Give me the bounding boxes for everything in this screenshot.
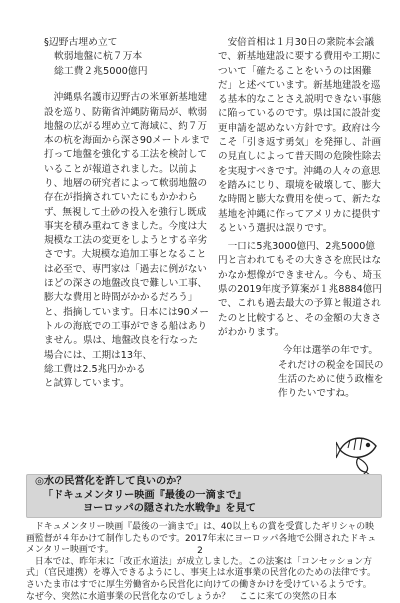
article-subtitle-1: 軟弱地盤に杭７万本 [54,51,143,63]
article-banner [26,474,382,518]
left-paragraph-1: 沖縄県名護市辺野古の米軍新基地建設を巡り、防衛省沖縄防衛局が、軟弱地盤の広がる埋め立て海域に、約７万本の杭を海面から深さ90メートルまで打って地盤を強化する工法を検討していることが報道されました。以前より、地層の研究者によって軟弱地盤の存在が指摘されていたにもかかわらず、無視して土砂の投入を強行し既成事実を積み重ねてきました。今度は大規模な工法の変更をしようとする辛劣さです。大規模な追加工事となることは必至で、専門家は「過去に例がないほどの深さの地盤改良で難しい工事、膨大な費用と時間がかかるだろう」と、指摘しています。日本には90メートルの海底での工事ができる船はありません。県は、地盤改良を行なった [44,92,210,347]
left-paragraph-2: 場合には、工期は13年、 総工費は2.5兆円かかる と試算しています。 [44,349,153,390]
second-article-body [26,522,378,603]
right-paragraph-3: 今年は選挙の年です。それだけの税金を国民の生活のために使う政権を作りたいですね。 [278,345,384,400]
fish-illustration-icon [336,428,380,476]
second-article-paragraph-2: 日本では、昨年末に「改正水道法」が成立しました。この法案は「コンセッション方式」（官民連携）を導入できるようにし、事実上は水道事業の民営化のための法律です。さいたま市はすでに厚生労働省から民営化に向けての働きかけを受けているようです。なぜ今、突然に水道事業の民営化なのでしょうか？ ここに来ての突然の日本 [26,556,376,602]
article-subtitle-2: 総工費２兆5000億円 [54,65,148,77]
article-heading [44,36,210,79]
banner-line-2: 「ドキュメンタリー映画『最後の一滴まで』 [43,489,247,501]
right-paragraph-1: 安倍首相は１月30日の衆院本会議で、新基地建設に要する費用や工期について「確たることをいうのは困難だ」と述べています。新基地建設を巡る基本的なことさえ説明できない事態に陥っているのです。県は国に設計変更申請を認めない方針です。政府は今こそ「引き返す勇気」を発揮し、計画の見直しによって普天間の危険性除去を実現すべきです。沖縄の人々の意思を踏みにじり、環境を破壊して、膨大な時間と膨大な費用を使って、新たな基地を沖縄に作ってアメリカに提供するという選択は誤りです。 [218,37,382,234]
article-title: §辺野古埋め立て [44,37,118,48]
right-column [218,36,384,405]
right-paragraph-2: 一口に5兆3000億円、2兆5000億円と言われてもその大きさを庶民はなかなか想像ができません。今も、埼玉県の2019年度予算案が１兆8884億円で、これも過去最大の予算と報道されたのと比較すると、その金額の大きさがわかります。 [218,241,382,338]
banner-line-1: ◎水の民営化を許して良いのか？ [35,476,187,487]
left-column [44,36,210,391]
page-number: 2 [197,546,203,556]
banner-line-3: ヨーロッパの隠された水戦争』を見て [83,503,256,515]
second-article-paragraph-1: ドキュメンタリー映画『最後の一滴まで』は、40以上もの賞を受賞したギリシャの映画監督が４年かけて制作したものです。2017年末にヨーロッパ各地で公開されたドキュメンタリー映画です。 [26,522,377,556]
